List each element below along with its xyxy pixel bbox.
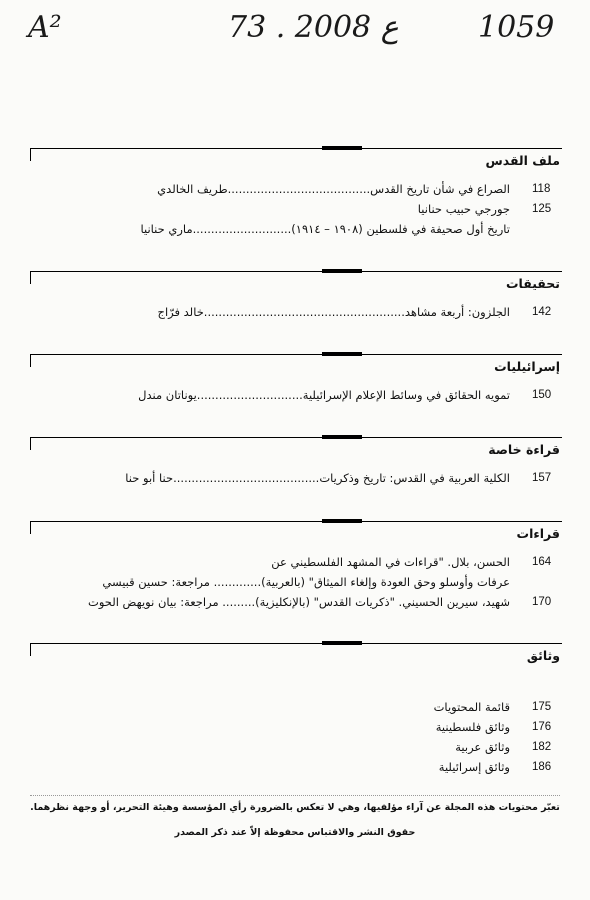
toc-entry[interactable] [30,180,562,198]
page-number: 118 [532,183,551,195]
footer-copyright: حقوق النشر والاقتباس محفوظة إلاّ عند ذكر المصدر [174,827,416,838]
entry-text: جورجي حبيب حنانيا [417,202,510,216]
toc-entry[interactable] [30,553,562,571]
toc-entry[interactable] [30,593,562,611]
toc-entry[interactable] [30,758,562,776]
toc-entry[interactable] [30,303,562,321]
entry-text: تمويه الحقائق في وسائط الإعلام الإسرائيلية.............................يوناتان مندل [138,388,510,402]
entry-text: وثائق إسرائيلية [438,760,510,774]
section-rule [30,271,562,272]
page-number: 157 [532,472,552,484]
entry-text: الصراع في شأن تاريخ القدس.......................................طريف الخالدي [157,182,510,196]
entry-text: قائمة المحتويات [433,700,510,714]
handwritten-annotation-right: 1059 [478,10,555,45]
section-rule [30,354,562,355]
handwritten-annotation-middle: 73 . ع 2008 [228,10,399,45]
section-rule [30,148,562,149]
page-number: 170 [532,596,552,608]
toc-entry[interactable] [30,738,562,756]
entry-text: وثائق عربية [455,740,510,754]
page-number: 150 [532,389,552,401]
section-title: قراءة خاصة [488,442,560,457]
section-title: قراءات [516,526,560,541]
page-number: 125 [532,203,552,215]
toc-entry[interactable] [30,718,562,736]
section-title: ملف القدس [485,153,560,168]
handwritten-annotation-left: A² [28,10,62,45]
entry-text: الجلزون: أربعة مشاهد.......................................................خالد فرّاج [157,305,510,319]
section-rule [30,521,562,522]
page-number: 164 [532,556,552,568]
page-number: 186 [532,761,552,773]
section-title: تحقيقات [505,276,560,291]
page-number: 142 [532,306,552,318]
entry-text: عرفات وأوسلو وحق العودة وإلغاء الميثاق" (بالعربية)............. مراجعة: حسين قبيسي [102,575,510,589]
toc-entry[interactable] [30,220,562,238]
footer-divider [30,795,560,796]
footer-disclaimer: تعبّر محتويات هذه المجلة عن آراء مؤلفيها، وهي لا تعكس بالضرورة رأي المؤسسة وهيئة التحرير، أو وجهة نظرهما. [30,802,560,813]
section-title: إسرائيليات [494,359,560,374]
toc-entry[interactable] [30,200,562,218]
toc-entry[interactable] [30,698,562,716]
toc-entry[interactable] [30,573,562,591]
section-rule [30,643,562,644]
entry-text: تاريخ أول صحيفة في فلسطين (١٩٠٨ – ١٩١٤)...........................ماري حنانيا [140,222,510,236]
page-number: 182 [532,741,552,753]
section-title: وثائق [526,648,560,663]
toc-entry[interactable] [30,386,562,404]
toc-entry[interactable] [30,469,562,487]
page-number: 175 [532,701,552,713]
entry-text: الكلية العربية في القدس: تاريخ وذكريات........................................حنا أبو حنا [125,471,510,485]
entry-text: وثائق فلسطينية [435,720,510,734]
entry-text: شهيد، سيرين الحسيني. "ذكريات القدس" (بالإنكليزية)......... مراجعة: بيان نويهض الحوت [88,595,510,609]
section-rule [30,437,562,438]
page-number: 176 [532,721,552,733]
entry-text: الحسن، بلال. "قراءات في المشهد الفلسطيني عن [271,555,510,569]
